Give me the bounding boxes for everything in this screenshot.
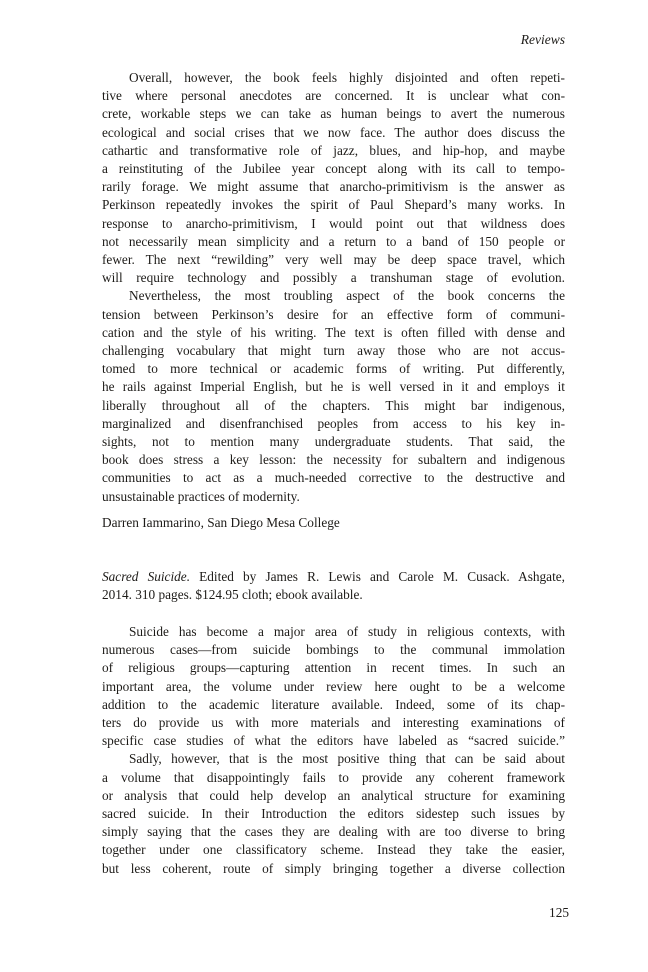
text-line: sacred suicide. In their Introduction the editors sidestep such issues by [102,806,565,822]
text-line: simply saying that the cases they are dealing with are too diverse to bring [102,824,565,840]
book-citation [102,568,565,604]
text-line: cation and the style of his writing. The text is often filled with dense and [102,324,565,340]
text-line: communities to act as a much-needed corrective to the destructive and [102,470,565,486]
text-line: tension between Perkinson’s desire for an effective form of communi- [102,306,565,322]
citation-line-1 [102,568,565,586]
paragraph [102,69,565,287]
text-line: response to anarcho-primitivism, I would point out that wildness does [102,215,565,231]
text-line: he rails against Imperial English, but he is well versed in it and employs it [102,379,565,395]
text-line: ters do provide us with more materials and interesting examinations of [102,715,565,731]
text-line: marginalized and disenfranchised peoples from access to his key in- [102,415,565,431]
text-line: unsustainable practices of modernity. [102,488,300,504]
text-line: will require technology and possibly a transhuman stage of evolution. [102,270,565,286]
text-line: numerous cases—from suicide bombings to the communal immolation [102,642,565,658]
reviewer-signature: Darren Iammarino, San Diego Mesa College [102,515,340,530]
page-number: 125 [549,905,569,920]
citation-line-2: 2014. 310 pages. $124.95 cloth; ebook available. [102,587,363,603]
text-line: sights, not to mention many undergraduate students. That said, the [102,434,565,450]
text-line: a volume that disappointingly fails to provide any coherent framework [102,769,565,785]
text-line: specific case studies of what the editors have labeled as “sacred suicide.” [102,733,565,749]
book-title: Sacred Suicide. [102,569,191,584]
text-line: Suicide has become a major area of study in religious contexts, with [129,624,565,639]
text-line: Sadly, however, that is the most positive thing that can be said about [129,751,565,767]
text-line: addition to the academic literature available. Indeed, some of its chap- [102,696,565,712]
text-line: a reinstituting of the Jubilee year concept along with its call to tempo- [102,161,565,177]
text-line: but less coherent, route of simply bringing together a diverse collection [102,860,565,876]
text-line: crete, workable steps we can take as human beings to avert the numerous [102,106,565,122]
text-line: Overall, however, the book feels highly disjointed and often repeti- [129,70,565,85]
text-line: Nevertheless, the most troubling aspect of the book concerns the [129,288,565,304]
text-line: or analysis that could help develop an analytical structure for examining [102,787,565,803]
text-line: Perkinson repeatedly invokes the spirit of Paul Shepard’s many works. In [102,197,565,213]
citation-publisher-text: Edited by James R. Lewis and Carole M. Cusack. Ashgate, [190,569,565,584]
text-line: not necessarily mean simplicity and a return to a band of 150 people or [102,233,565,249]
running-header: Reviews [520,32,565,47]
text-line: ecological and social crises that we now face. The author does discuss the [102,124,565,140]
text-line: of religious groups—capturing attention in recent times. In such an [102,660,565,676]
text-line: tomed to more technical or academic forms of writing. Put differently, [102,361,565,377]
text-line: rarily forage. We might assume that anarcho-primitivism is the answer as [102,179,565,195]
text-line: tive where personal anecdotes are concerned. It is unclear what con- [102,88,565,104]
text-line: book does stress a key lesson: the necessity for subaltern and indigenous [102,452,565,468]
text-line: fewer. The next “rewilding” very well may be deep space travel, which [102,252,565,268]
paragraph [102,623,565,750]
review-sacred-suicide-body [102,623,565,878]
text-line: liberally throughout all of the chapters. This might bar indigenous, [102,397,565,413]
text-line: important area, the volume under review here ought to be a welcome [102,678,565,694]
text-line: challenging vocabulary that might turn away those who are not accus- [102,343,565,359]
text-line: together under one classificatory scheme. Instead they take the easier, [102,842,565,858]
text-line: cathartic and transformative role of jazz, blues, and hip-hop, and maybe [102,142,565,158]
paragraph [102,287,565,505]
review-perkinson-body [102,69,565,506]
paragraph [102,750,565,877]
